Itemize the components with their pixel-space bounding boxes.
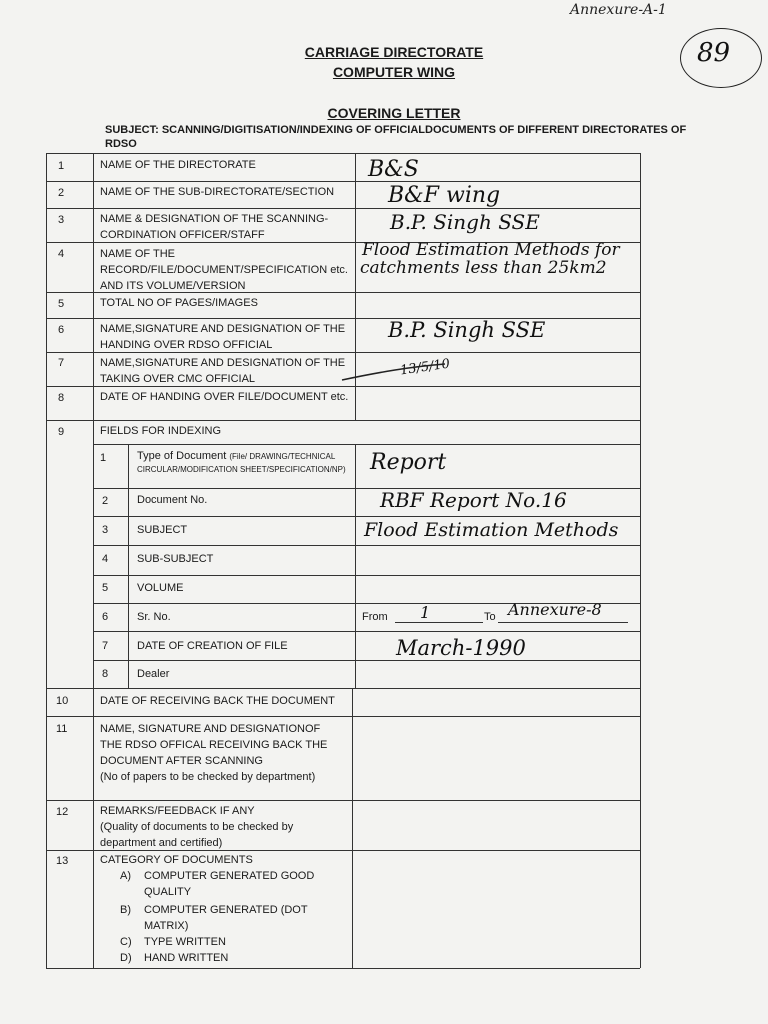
index-field-label-main: Type of Document bbox=[137, 450, 227, 462]
index-field-number: 6 bbox=[102, 611, 109, 623]
sr-to-value: Annexure-8 bbox=[508, 600, 602, 619]
row-number: 6 bbox=[58, 324, 65, 336]
category-text: TYPE WRITTEN bbox=[144, 936, 226, 948]
subject-line: SUBJECT: SCANNING/DIGITISATION/INDEXING OF OFFICIALDOCUMENTS OF DIFFERENT DIRECTORATES OF RDSO bbox=[105, 124, 687, 150]
row-number: 12 bbox=[56, 806, 69, 818]
sr-to-label: To bbox=[484, 611, 496, 623]
page-number: 89 bbox=[697, 38, 731, 68]
category-text: COMPUTER GENERATED (DOT MATRIX) bbox=[144, 904, 308, 932]
index-field-label-small: (File/ DRAWING/TECHNICAL CIRCULAR/MODIFICATION SHEET/SPECIFICATION/NP) bbox=[137, 452, 346, 474]
index-field-value: Flood Estimation Methods bbox=[364, 519, 619, 541]
sr-to-line bbox=[498, 622, 628, 623]
row-number: 10 bbox=[56, 695, 69, 707]
row-number: 9 bbox=[58, 426, 65, 438]
index-field-number: 2 bbox=[102, 495, 109, 507]
sr-from-label: From bbox=[362, 611, 388, 623]
sr-from-value: 1 bbox=[420, 603, 431, 622]
row-label: NAME OF THE SUB-DIRECTORATE/SECTION bbox=[100, 186, 335, 198]
row-label: NAME & DESIGNATION OF THE SCANNING-CORDINATION OFFICER/STAFF bbox=[100, 213, 329, 241]
row-value-signature: 13/5/10 bbox=[399, 356, 451, 379]
row-value: B.P. Singh SSE bbox=[388, 318, 546, 342]
category-letter: D) bbox=[120, 952, 132, 964]
row-label: CATEGORY OF DOCUMENTS bbox=[100, 854, 253, 866]
index-field-label bbox=[137, 450, 352, 476]
row-label: TOTAL NO OF PAGES/IMAGES bbox=[100, 297, 258, 309]
signature-scribble bbox=[340, 360, 450, 386]
index-field-number: 1 bbox=[100, 452, 107, 464]
row-label: NAME,SIGNATURE AND DESIGNATION OF THE TAKING OVER CMC OFFICIAL bbox=[100, 357, 346, 385]
row-label: NAME OF THE DIRECTORATE bbox=[100, 159, 256, 171]
header-wing: COMPUTER WING bbox=[332, 64, 456, 80]
row-value: B.P. Singh SSE bbox=[390, 210, 540, 234]
index-field-label: Document No. bbox=[137, 494, 208, 506]
row-number: 13 bbox=[56, 855, 69, 867]
row-number: 4 bbox=[58, 248, 65, 260]
row-label: REMARKS/FEEDBACK IF ANY bbox=[100, 805, 255, 817]
row-value: B&F wing bbox=[388, 183, 501, 208]
category-letter: C) bbox=[120, 936, 132, 948]
index-field-label: SUBJECT bbox=[137, 524, 188, 536]
index-field-number: 8 bbox=[102, 668, 109, 680]
row-number: 7 bbox=[58, 357, 65, 369]
header-covering-letter: COVERING LETTER bbox=[327, 105, 461, 121]
index-field-label: SUB-SUBJECT bbox=[137, 553, 214, 565]
index-field-number: 5 bbox=[102, 582, 109, 594]
index-field-value: RBF Report No.16 bbox=[380, 488, 567, 512]
row-label: NAME,SIGNATURE AND DESIGNATION OF THE HANDING OVER RDSO OFFICIAL bbox=[100, 323, 346, 351]
index-field-label: DATE OF CREATION OF FILE bbox=[137, 640, 288, 652]
row-label: FIELDS FOR INDEXING bbox=[100, 425, 222, 437]
row-label: NAME, SIGNATURE AND DESIGNATIONOF THE RDSO OFFICAL RECEIVING BACK THE DOCUMENT AFTER SCANNING bbox=[100, 723, 328, 767]
row-value-line1: Flood Estimation Methods for bbox=[362, 240, 620, 260]
index-field-label: VOLUME bbox=[137, 582, 184, 594]
category-text: COMPUTER GENERATED GOOD QUALITY bbox=[144, 870, 315, 898]
category-letter: B) bbox=[120, 904, 131, 916]
row-label: DATE OF RECEIVING BACK THE DOCUMENT bbox=[100, 695, 335, 707]
row-value-line2: catchments less than 25km2 bbox=[360, 258, 607, 278]
row-label: NAME OF THE RECORD/FILE/DOCUMENT/SPECIFICATION etc. AND ITS VOLUME/VERSION bbox=[100, 248, 348, 292]
category-text: HAND WRITTEN bbox=[144, 952, 229, 964]
row-number: 11 bbox=[56, 723, 68, 735]
index-field-number: 4 bbox=[102, 553, 109, 565]
row-note: (Quality of documents to be checked by department and certified) bbox=[100, 821, 294, 849]
index-field-value: March-1990 bbox=[396, 636, 526, 660]
index-field-label: Sr. No. bbox=[137, 611, 171, 623]
row-number: 1 bbox=[58, 160, 65, 172]
annexure-note: Annexure-A-1 bbox=[570, 2, 667, 18]
header-directorate: CARRIAGE DIRECTORATE bbox=[304, 44, 484, 60]
index-field-value: Report bbox=[370, 450, 447, 475]
index-field-number: 3 bbox=[102, 524, 109, 536]
row-label: DATE OF HANDING OVER FILE/DOCUMENT etc. bbox=[100, 391, 349, 403]
row-value: B&S bbox=[368, 157, 419, 182]
row-number: 2 bbox=[58, 187, 65, 199]
row-number: 8 bbox=[58, 392, 65, 404]
category-letter: A) bbox=[120, 870, 131, 882]
row-number: 3 bbox=[58, 214, 65, 226]
sr-from-line bbox=[395, 622, 483, 623]
row-note: (No of papers to be checked by department) bbox=[100, 771, 316, 783]
index-field-label: Dealer bbox=[137, 668, 170, 680]
row-number: 5 bbox=[58, 298, 65, 310]
index-field-number: 7 bbox=[102, 640, 109, 652]
